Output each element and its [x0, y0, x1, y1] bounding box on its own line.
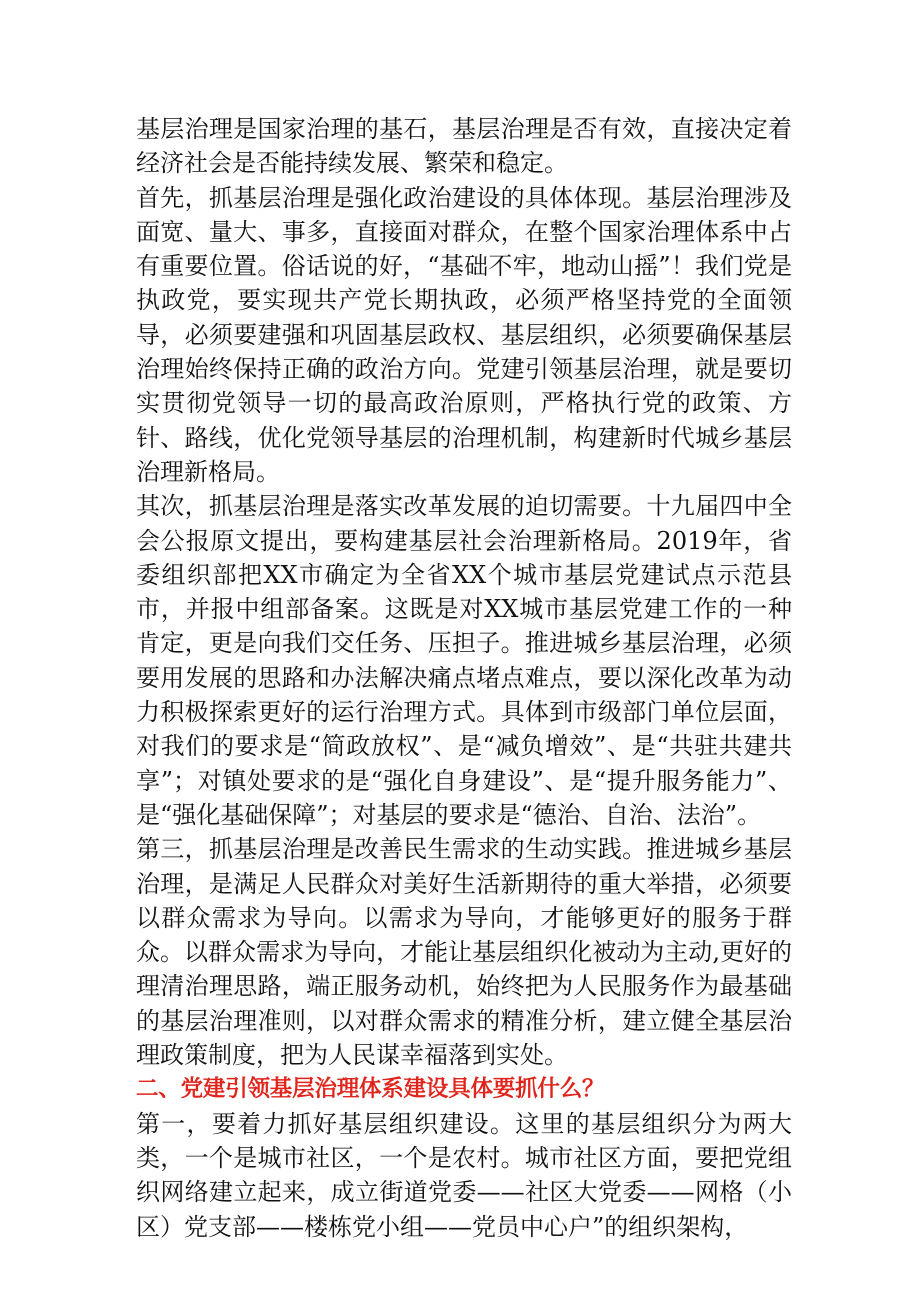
paragraph-section-first: 第一，要着力抓好基层组织建设。这里的基层组织分为两大类，一个是城市社区，一个是农村。城市社区方面，要把党组织网络建立起来，成立街道党委——社区大党委——网格（小区）党支部——楼栋党小组——党员中心户”的组织架构，	[136, 1109, 792, 1241]
paragraph-third-point: 第三，抓基层治理是改善民生需求的生动实践。推进城乡基层治理，是满足人民群众对美好生活新期待的重大举措，必须要以群众需求为导向。以需求为导向，才能够更好的服务于群众。以群众需求为导向，才能让基层组织化被动为主动,更好的理清治理思路，端正服务动机，始终把为人民服务作为最基础的基层治理准则，以对群众需求的精准分析，建立健全基层治理政策制度，把为人民谋幸福落到实处。	[136, 835, 792, 1070]
document-page	[136, 112, 792, 1244]
paragraph-intro: 基层治理是国家治理的基石，基层治理是否有效，直接决定着经济社会是否能持续发展、繁荣和稳定。	[136, 115, 792, 178]
section-heading: 二、党建引领基层治理体系建设具体要抓什么？	[136, 1076, 605, 1103]
paragraph-first-point: 首先，抓基层治理是强化政治建设的具体体现。基层治理涉及面宽、量大、事多，直接面对群众，在整个国家治理体系中占有重要位置。俗话说的好，“基础不牢，地动山摇”！我们党是执政党，要实现共产党长期执政，必须严格坚持党的全面领导，必须要建强和巩固基层政权、基层组织，必须要确保基层治理始终保持正确的政治方向。党建引领基层治理，就是要切实贯彻党领导一切的最高政治原则，严格执行党的政策、方针、路线，优化党领导基层的治理机制，构建新时代城乡基层治理新格局。	[136, 183, 792, 486]
paragraph-second-point: 其次，抓基层治理是落实改革发展的迫切需要。十九届四中全会公报原文提出，要构建基层社会治理新格局。2019年，省委组织部把XX市确定为全省XX个城市基层党建试点示范县市，并报中组部备案。这既是对XX城市基层党建工作的一种肯定，更是向我们交任务、压担子。推进城乡基层治理，必须要用发展的思路和办法解决痛点堵点难点，要以深化改革为动力积极探索更好的运行治理方式。具体到市级部门单位层面，对我们的要求是“简政放权”、是“减负增效”、是“共驻共建共享”；对镇处要求的是“强化自身建设”、是“提升服务能力”、是“强化基础保障”；对基层的要求是“德治、自治、法治”。	[136, 492, 792, 829]
